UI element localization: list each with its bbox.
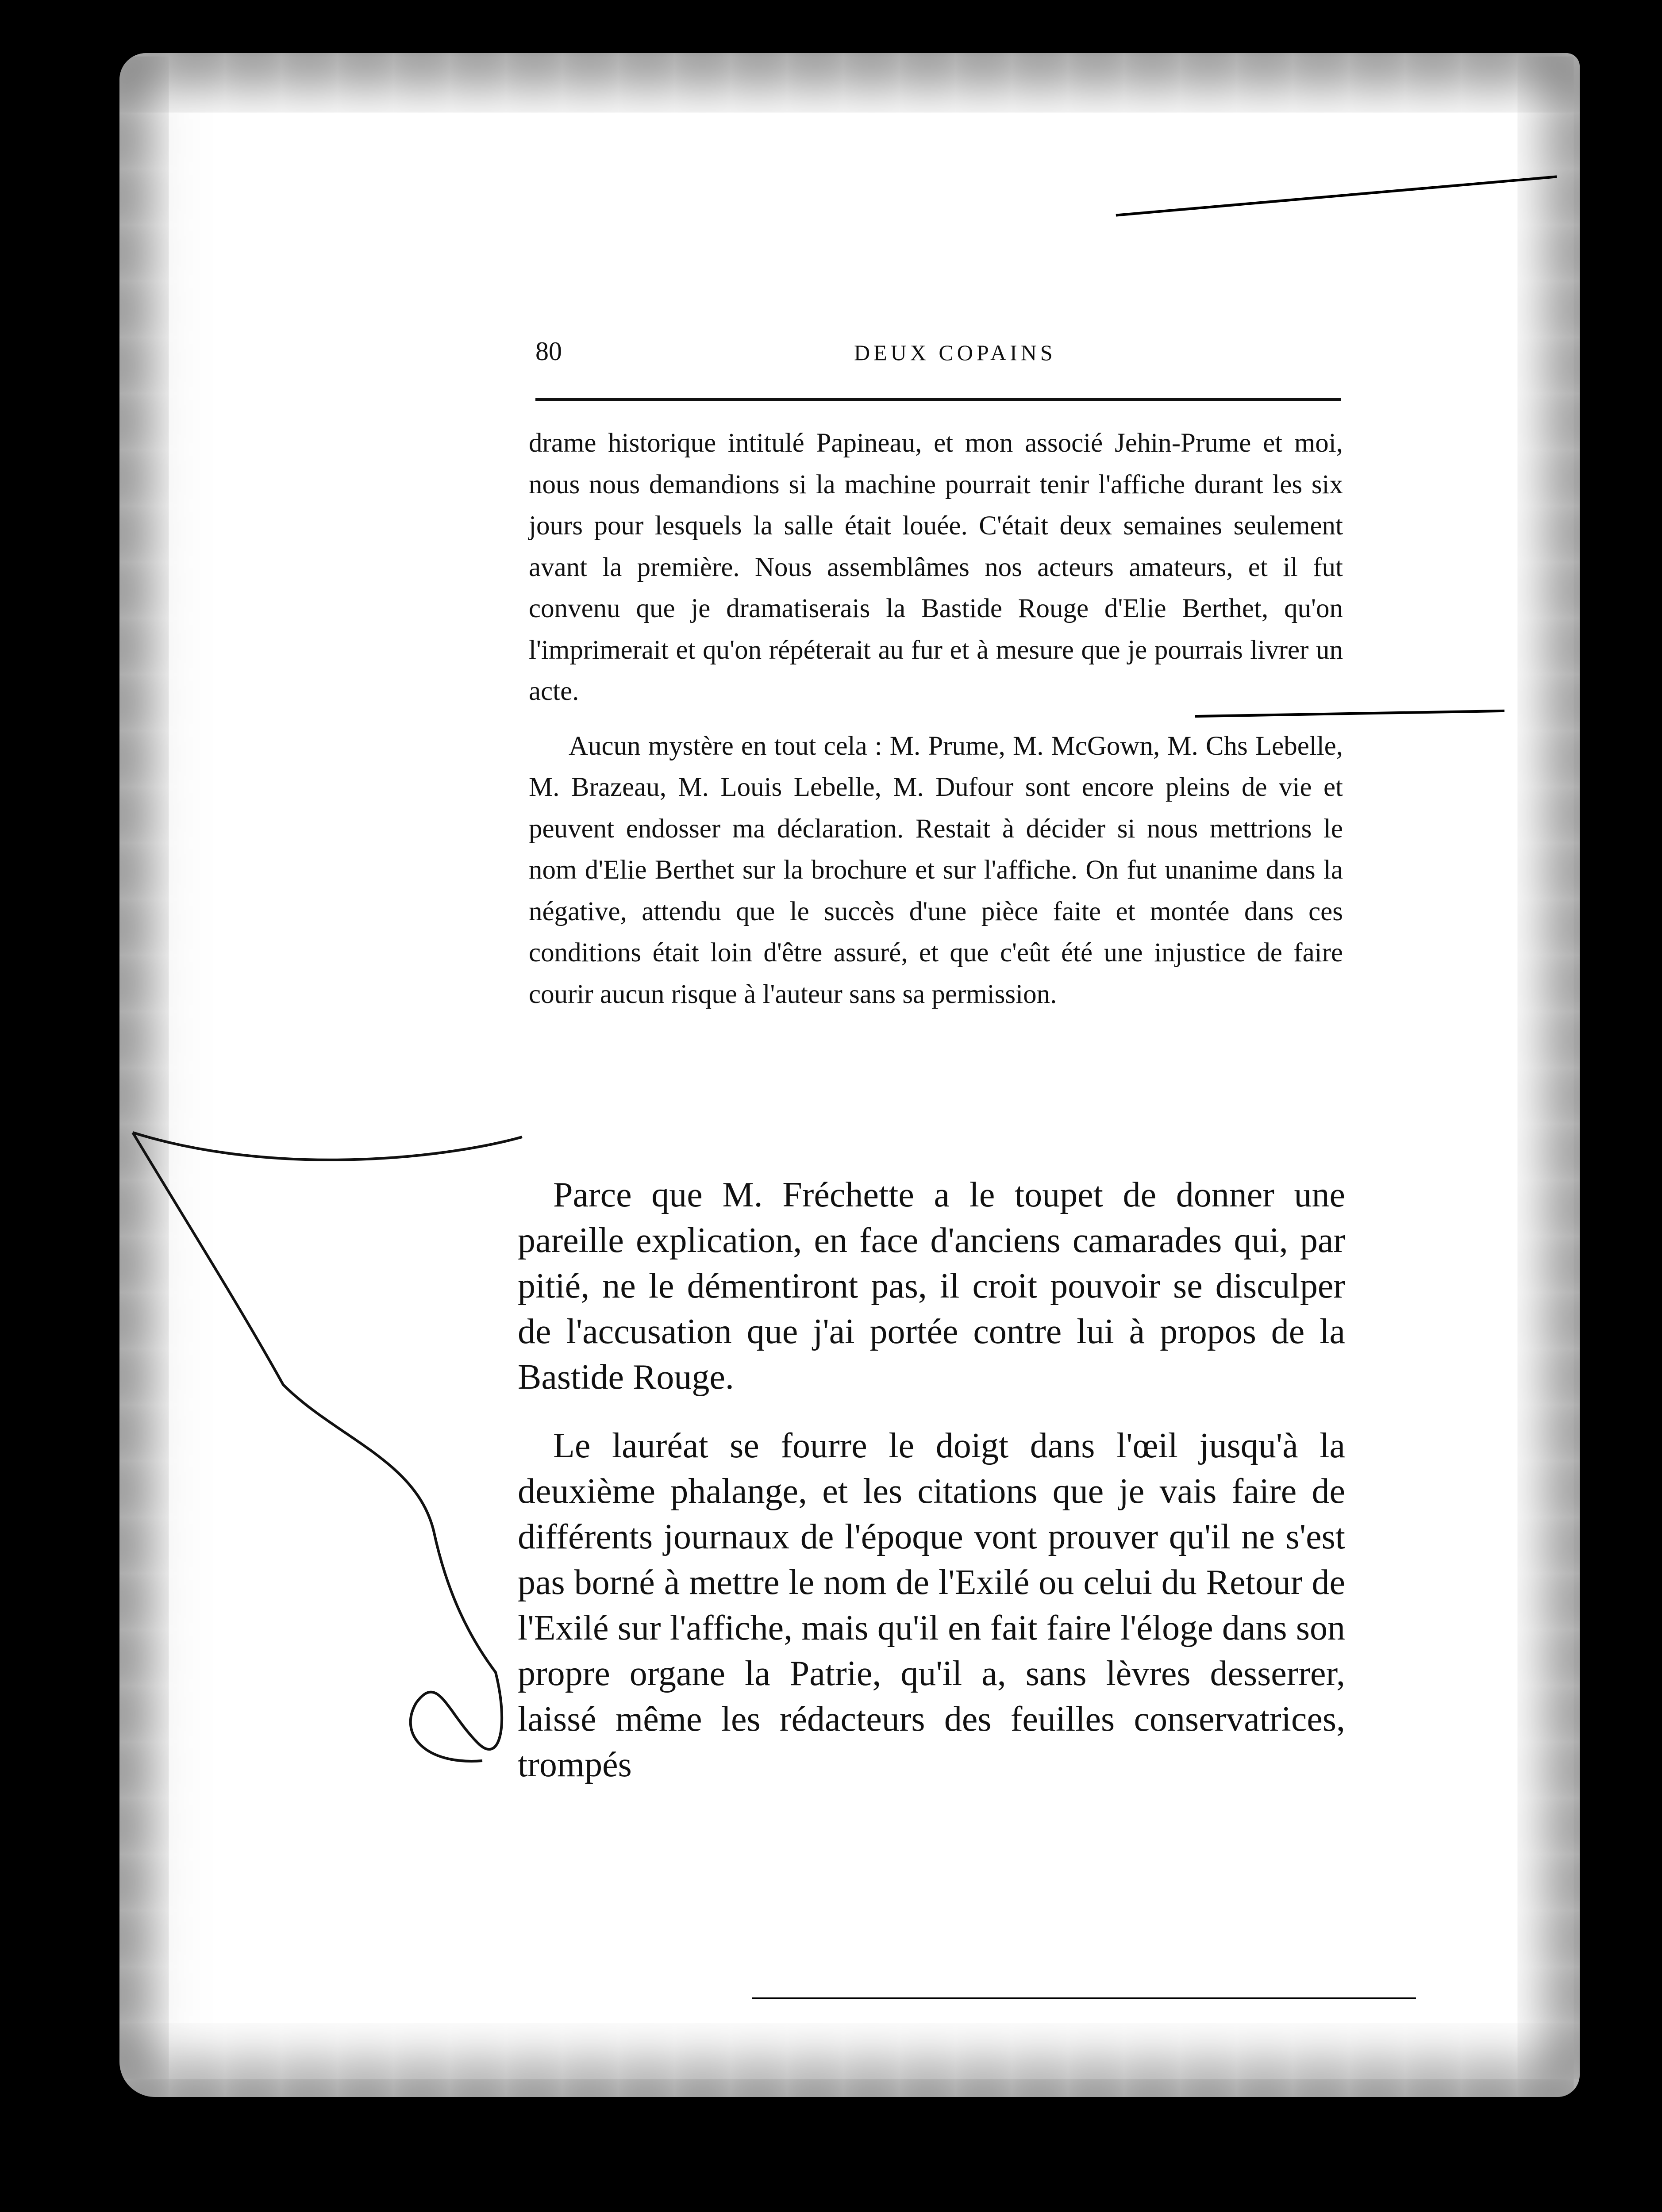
body-paragraph-2: Le lauréat se fourre le doigt dans l'œil jusqu'à la deuxième phalange, et les citations que je vais faire de différents journaux de l'époque vont prouver qu'il ne s'est pas borné à mettre le nom de l'Exilé ou celui du Retour de l'Exilé sur l'affiche, mais qu'il en fait faire l'éloge dans son propre organe la Patrie, qu'il a, sans lèvres desserrer, laissé même les rédacteurs des feuilles conservatrices, trompés [518,1426,1345,1784]
running-title: DEUX COPAINS [854,340,1056,365]
quote-paragraph-1: drame historique intitulé Papineau, et mon associé Jehin-Prume et moi, nous nous demandions si la machine pourrait tenir l'affiche durant les six jours pour lesquels la salle était louée. C'était deux semaines seulement avant la première. Nous assemblâmes nos acteurs amateurs, et il fut convenu que je dramatiserais la Bastide Rouge d'Elie Berthet, qu'on l'imprimerait et qu'on répéterait au fur et à mesure que je pourrais livrer un acte. [529,428,1343,706]
quote-paragraph-2: Aucun mystère en tout cela : M. Prume, M. McGown, M. Chs Lebelle, M. Brazeau, M. Louis Lebelle, M. Dufour sont encore pleins de vie et peuvent endosser ma déclaration. Restait à décider si nous mettrions le nom d'Elie Berthet sur la brochure et sur l'affiche. On fut unanime dans la négative, attendu que le succès d'une pièce faite et montée dans ces conditions était loin d'être assuré, et que c'eût été une injustice de faire courir aucun risque à l'auteur sans sa permission. [529,731,1343,1009]
page-number: 80 [535,337,562,366]
body-paragraph-1: Parce que M. Fréchette a le toupet de donner une pareille explication, en face d'anciens camarades qui, par pitié, ne le démentiront pas, il croit pouvoir se disculper de l'accusation que j'ai portée contre lui à propos de la Bastide Rouge. [518,1175,1345,1397]
